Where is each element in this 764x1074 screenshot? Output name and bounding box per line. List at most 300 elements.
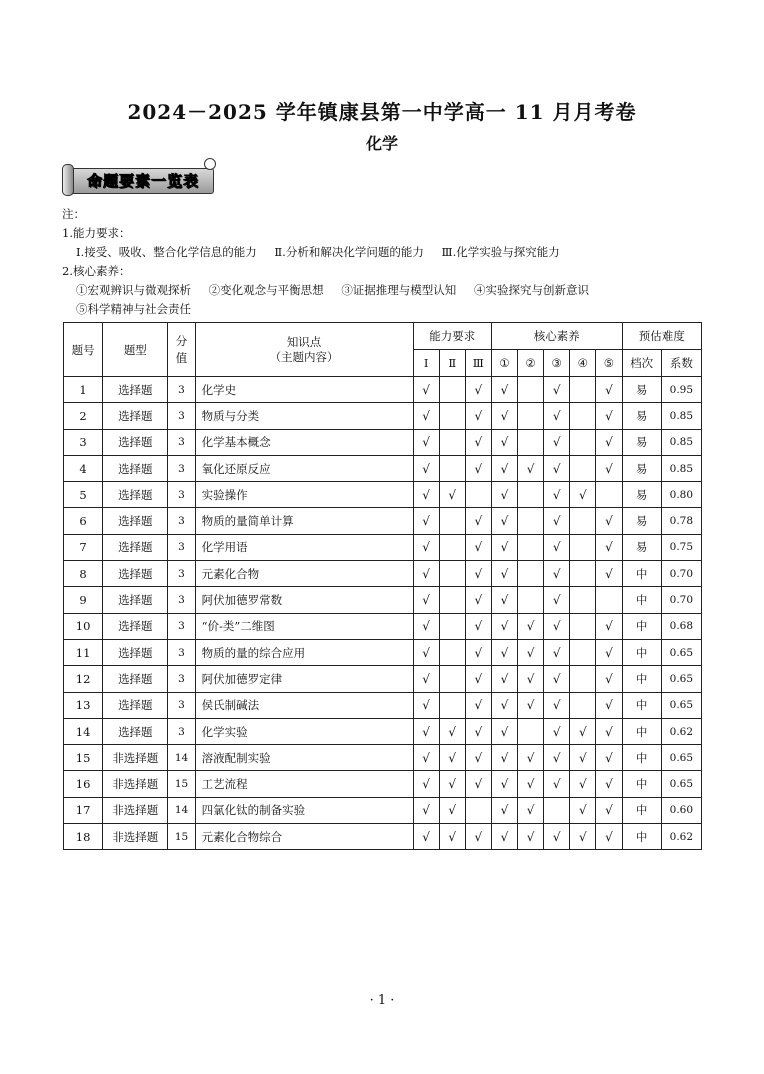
question-topic: 物质与分类 <box>195 403 413 429</box>
table-row <box>64 429 702 455</box>
table-row <box>64 613 702 639</box>
literacy-1-cell: √ <box>491 666 517 692</box>
difficulty-coefficient: 0.65 <box>661 666 701 692</box>
ability-1-cell: √ <box>413 429 439 455</box>
literacy-2-cell <box>518 718 544 744</box>
literacy-1-cell: √ <box>491 824 517 850</box>
question-number: 18 <box>64 824 103 850</box>
literacy-1-cell: √ <box>491 377 517 403</box>
table-body <box>64 377 702 850</box>
table-row <box>64 771 702 797</box>
ability-item: Ⅰ.接受、吸收、整合化学信息的能力 <box>76 245 257 259</box>
question-score: 3 <box>168 508 195 534</box>
question-topic: 元素化合物综合 <box>195 824 413 850</box>
question-topic: 阿伏加德罗定律 <box>195 666 413 692</box>
summary-banner <box>62 164 212 194</box>
difficulty-level: 中 <box>622 587 661 613</box>
literacy-5-cell: √ <box>596 455 622 481</box>
difficulty-coefficient: 0.75 <box>661 534 701 560</box>
literacy-5-cell: √ <box>596 824 622 850</box>
difficulty-level: 中 <box>622 797 661 823</box>
literacy-1-cell: √ <box>491 403 517 429</box>
literacy-2-cell: √ <box>518 745 544 771</box>
literacy-4-cell: √ <box>570 771 596 797</box>
literacy-5-cell: √ <box>596 377 622 403</box>
question-type: 选择题 <box>103 561 168 587</box>
question-topic: 化学用语 <box>195 534 413 560</box>
col-score <box>168 323 195 377</box>
table-row <box>64 692 702 718</box>
ability-1-cell: √ <box>413 534 439 560</box>
question-score: 3 <box>168 587 195 613</box>
col-literacy-3: ③ <box>544 350 570 377</box>
col-coef: 系数 <box>661 350 701 377</box>
difficulty-level: 易 <box>622 482 661 508</box>
literacy-2-cell: √ <box>518 666 544 692</box>
literacy-1-cell: √ <box>491 508 517 534</box>
question-score: 3 <box>168 639 195 665</box>
difficulty-level: 易 <box>622 429 661 455</box>
ability-1-cell: √ <box>413 718 439 744</box>
col-ability-2: Ⅱ <box>439 350 465 377</box>
literacy-5-cell: √ <box>596 534 622 560</box>
col-topic-sub: （主题内容） <box>269 349 339 364</box>
ability-1-cell: √ <box>413 824 439 850</box>
ability-item: Ⅲ.化学实验与探究能力 <box>441 245 560 259</box>
literacy-3-cell: √ <box>544 639 570 665</box>
literacy-1-cell: √ <box>491 692 517 718</box>
page-title: 2024－2025 学年镇康县第一中学高一 11 月月考卷 <box>127 100 637 124</box>
literacy-2-cell: √ <box>518 824 544 850</box>
ability-2-cell: √ <box>439 745 465 771</box>
table-row <box>64 824 702 850</box>
ability-1-cell: √ <box>413 455 439 481</box>
ability-1-cell: √ <box>413 666 439 692</box>
difficulty-coefficient: 0.65 <box>661 771 701 797</box>
table-row <box>64 561 702 587</box>
literacy-list-2 <box>62 300 722 319</box>
literacy-1-cell: √ <box>491 482 517 508</box>
ability-2-cell <box>439 587 465 613</box>
literacy-4-cell <box>570 666 596 692</box>
question-type: 选择题 <box>103 534 168 560</box>
ability-3-cell: √ <box>465 534 491 560</box>
difficulty-level: 中 <box>622 561 661 587</box>
difficulty-level: 易 <box>622 403 661 429</box>
table-row <box>64 797 702 823</box>
ability-3-cell: √ <box>465 824 491 850</box>
col-num: 题号 <box>64 323 103 377</box>
col-topic <box>195 323 413 377</box>
literacy-4-cell <box>570 455 596 481</box>
question-number: 5 <box>64 482 103 508</box>
literacy-2-cell <box>518 429 544 455</box>
literacy-5-cell: √ <box>596 771 622 797</box>
literacy-2-cell <box>518 403 544 429</box>
question-type: 选择题 <box>103 666 168 692</box>
question-score: 3 <box>168 718 195 744</box>
question-number: 7 <box>64 534 103 560</box>
question-score: 3 <box>168 455 195 481</box>
difficulty-coefficient: 0.78 <box>661 508 701 534</box>
question-score: 3 <box>168 613 195 639</box>
subject-title: 化学 <box>365 134 398 153</box>
ability-3-cell: √ <box>465 561 491 587</box>
ability-3-cell: √ <box>465 771 491 797</box>
difficulty-level: 中 <box>622 692 661 718</box>
ability-1-cell: √ <box>413 797 439 823</box>
literacy-1-cell: √ <box>491 771 517 797</box>
question-number: 12 <box>64 666 103 692</box>
literacy-1-cell: √ <box>491 587 517 613</box>
literacy-2-cell <box>518 377 544 403</box>
ability-1-cell: √ <box>413 403 439 429</box>
question-score: 3 <box>168 377 195 403</box>
question-topic: 四氯化钛的制备实验 <box>195 797 413 823</box>
ability-2-cell: √ <box>439 824 465 850</box>
question-score: 3 <box>168 666 195 692</box>
difficulty-coefficient: 0.65 <box>661 639 701 665</box>
difficulty-coefficient: 0.85 <box>661 429 701 455</box>
table-row <box>64 639 702 665</box>
ability-3-cell: √ <box>465 718 491 744</box>
difficulty-level: 中 <box>622 718 661 744</box>
difficulty-coefficient: 0.70 <box>661 561 701 587</box>
ability-3-cell: √ <box>465 639 491 665</box>
question-type: 选择题 <box>103 613 168 639</box>
literacy-item: ①宏观辨识与微观探析 <box>76 283 191 297</box>
question-type: 非选择题 <box>103 771 168 797</box>
difficulty-level: 易 <box>622 455 661 481</box>
ability-1-cell: √ <box>413 561 439 587</box>
question-type: 选择题 <box>103 377 168 403</box>
question-number: 16 <box>64 771 103 797</box>
literacy-3-cell: √ <box>544 718 570 744</box>
col-ability-3: Ⅲ <box>465 350 491 377</box>
ability-2-cell <box>439 666 465 692</box>
literacy-4-cell: √ <box>570 745 596 771</box>
banner-scroll-curl <box>204 158 216 170</box>
col-literacy-4: ④ <box>570 350 596 377</box>
literacy-1-cell: √ <box>491 455 517 481</box>
col-literacy-5: ⑤ <box>596 350 622 377</box>
literacy-5-cell: √ <box>596 429 622 455</box>
literacy-3-cell: √ <box>544 455 570 481</box>
question-score: 14 <box>168 745 195 771</box>
literacy-1-cell: √ <box>491 534 517 560</box>
literacy-2-cell <box>518 587 544 613</box>
table-row <box>64 482 702 508</box>
question-number: 6 <box>64 508 103 534</box>
ability-2-cell <box>439 692 465 718</box>
ability-2-cell <box>439 639 465 665</box>
literacy-2-cell: √ <box>518 771 544 797</box>
header-row-1 <box>64 323 702 350</box>
literacy-item: ②变化观念与平衡思想 <box>208 283 324 297</box>
ability-1-cell: √ <box>413 771 439 797</box>
literacy-2-cell <box>518 534 544 560</box>
literacy-3-cell: √ <box>544 377 570 403</box>
question-type: 非选择题 <box>103 797 168 823</box>
ability-2-cell: √ <box>439 797 465 823</box>
literacy-5-cell: √ <box>596 403 622 429</box>
question-type: 选择题 <box>103 403 168 429</box>
ability-item: Ⅱ.分析和解决化学问题的能力 <box>274 245 424 259</box>
col-ability: 能力要求 <box>413 323 491 350</box>
literacy-2-cell: √ <box>518 639 544 665</box>
ability-2-cell: √ <box>439 771 465 797</box>
notes-section <box>62 205 722 319</box>
difficulty-coefficient: 0.80 <box>661 482 701 508</box>
question-number: 2 <box>64 403 103 429</box>
question-type: 选择题 <box>103 508 168 534</box>
literacy-4-cell: √ <box>570 824 596 850</box>
col-literacy-2: ② <box>518 350 544 377</box>
question-topic: 物质的量简单计算 <box>195 508 413 534</box>
literacy-3-cell: √ <box>544 692 570 718</box>
difficulty-level: 易 <box>622 377 661 403</box>
literacy-3-cell: √ <box>544 534 570 560</box>
question-number: 15 <box>64 745 103 771</box>
question-score: 3 <box>168 429 195 455</box>
literacy-2-cell: √ <box>518 797 544 823</box>
question-type: 选择题 <box>103 587 168 613</box>
ability-3-cell: √ <box>465 666 491 692</box>
literacy-1-cell: √ <box>491 718 517 744</box>
ability-heading: 1.能力要求： <box>62 226 131 240</box>
difficulty-coefficient: 0.85 <box>661 455 701 481</box>
table-row <box>64 745 702 771</box>
literacy-5-cell: √ <box>596 561 622 587</box>
difficulty-level: 中 <box>622 639 661 665</box>
table-row <box>64 718 702 744</box>
literacy-list <box>62 281 722 300</box>
question-topic: 元素化合物 <box>195 561 413 587</box>
ability-3-cell <box>465 797 491 823</box>
ability-3-cell: √ <box>465 692 491 718</box>
ability-2-cell <box>439 613 465 639</box>
literacy-3-cell <box>544 797 570 823</box>
banner-label: 命题要素一览表 <box>86 172 199 190</box>
question-type: 选择题 <box>103 482 168 508</box>
question-topic: 化学实验 <box>195 718 413 744</box>
table-row <box>64 455 702 481</box>
ability-3-cell: √ <box>465 613 491 639</box>
ability-2-cell <box>439 455 465 481</box>
difficulty-level: 易 <box>622 508 661 534</box>
question-topic: 侯氏制碱法 <box>195 692 413 718</box>
difficulty-coefficient: 0.60 <box>661 797 701 823</box>
question-number: 13 <box>64 692 103 718</box>
literacy-5-cell: √ <box>596 613 622 639</box>
literacy-3-cell: √ <box>544 824 570 850</box>
table-row <box>64 666 702 692</box>
literacy-4-cell <box>570 613 596 639</box>
ability-2-cell <box>439 508 465 534</box>
literacy-5-cell: √ <box>596 639 622 665</box>
question-score: 15 <box>168 824 195 850</box>
ability-1-cell: √ <box>413 745 439 771</box>
difficulty-level: 中 <box>622 771 661 797</box>
literacy-item: ④实验探究与创新意识 <box>473 283 589 297</box>
ability-3-cell <box>465 482 491 508</box>
question-score: 3 <box>168 534 195 560</box>
literacy-4-cell <box>570 508 596 534</box>
question-score: 15 <box>168 771 195 797</box>
literacy-5-cell: √ <box>596 692 622 718</box>
question-type: 非选择题 <box>103 745 168 771</box>
literacy-3-cell: √ <box>544 561 570 587</box>
literacy-2-cell <box>518 508 544 534</box>
question-number: 1 <box>64 377 103 403</box>
question-topic: 化学史 <box>195 377 413 403</box>
table-row <box>64 377 702 403</box>
ability-1-cell: √ <box>413 692 439 718</box>
literacy-3-cell: √ <box>544 613 570 639</box>
difficulty-level: 中 <box>622 666 661 692</box>
ability-2-cell: √ <box>439 718 465 744</box>
question-topic: 溶液配制实验 <box>195 745 413 771</box>
difficulty-coefficient: 0.62 <box>661 718 701 744</box>
difficulty-coefficient: 0.85 <box>661 403 701 429</box>
table-row <box>64 587 702 613</box>
question-number: 8 <box>64 561 103 587</box>
literacy-4-cell <box>570 403 596 429</box>
literacy-4-cell <box>570 377 596 403</box>
question-type: 选择题 <box>103 639 168 665</box>
question-type: 非选择题 <box>103 824 168 850</box>
question-score: 3 <box>168 561 195 587</box>
literacy-4-cell: √ <box>570 482 596 508</box>
difficulty-level: 中 <box>622 745 661 771</box>
question-topic: 化学基本概念 <box>195 429 413 455</box>
ability-2-cell: √ <box>439 482 465 508</box>
table-row <box>64 534 702 560</box>
literacy-4-cell <box>570 534 596 560</box>
literacy-3-cell: √ <box>544 429 570 455</box>
question-number: 10 <box>64 613 103 639</box>
literacy-5-cell: √ <box>596 797 622 823</box>
literacy-3-cell: √ <box>544 403 570 429</box>
literacy-4-cell <box>570 429 596 455</box>
literacy-4-cell <box>570 587 596 613</box>
table-row <box>64 508 702 534</box>
question-number: 3 <box>64 429 103 455</box>
literacy-3-cell: √ <box>544 745 570 771</box>
difficulty-coefficient: 0.62 <box>661 824 701 850</box>
literacy-2-cell: √ <box>518 613 544 639</box>
literacy-4-cell <box>570 561 596 587</box>
literacy-1-cell: √ <box>491 797 517 823</box>
col-score-label: 分值 <box>175 333 188 365</box>
literacy-3-cell: √ <box>544 482 570 508</box>
difficulty-coefficient: 0.65 <box>661 692 701 718</box>
question-score: 3 <box>168 482 195 508</box>
col-level: 档次 <box>622 350 661 377</box>
question-type: 选择题 <box>103 692 168 718</box>
ability-1-cell: √ <box>413 613 439 639</box>
col-ability-1: Ⅰ <box>413 350 439 377</box>
literacy-4-cell: √ <box>570 797 596 823</box>
ability-1-cell: √ <box>413 639 439 665</box>
question-number: 4 <box>64 455 103 481</box>
literacy-1-cell: √ <box>491 639 517 665</box>
difficulty-level: 中 <box>622 613 661 639</box>
question-number: 9 <box>64 587 103 613</box>
ability-2-cell <box>439 561 465 587</box>
literacy-1-cell: √ <box>491 429 517 455</box>
literacy-5-cell: √ <box>596 745 622 771</box>
literacy-5-cell: √ <box>596 508 622 534</box>
literacy-3-cell: √ <box>544 587 570 613</box>
literacy-4-cell <box>570 639 596 665</box>
col-type: 题型 <box>103 323 168 377</box>
question-topic: 氧化还原反应 <box>195 455 413 481</box>
ability-3-cell: √ <box>465 587 491 613</box>
col-literacy: 核心素养 <box>491 323 622 350</box>
literacy-2-cell <box>518 561 544 587</box>
question-topic: “价-类”二维图 <box>195 613 413 639</box>
literacy-3-cell: √ <box>544 666 570 692</box>
question-topic: 阿伏加德罗常数 <box>195 587 413 613</box>
ability-3-cell: √ <box>465 377 491 403</box>
col-topic-label: 知识点 <box>286 334 322 349</box>
difficulty-coefficient: 0.65 <box>661 745 701 771</box>
literacy-1-cell: √ <box>491 561 517 587</box>
question-score: 14 <box>168 797 195 823</box>
literacy-2-cell <box>518 482 544 508</box>
elements-table <box>63 322 702 850</box>
literacy-1-cell: √ <box>491 745 517 771</box>
question-number: 11 <box>64 639 103 665</box>
question-number: 17 <box>64 797 103 823</box>
ability-2-cell <box>439 377 465 403</box>
literacy-5-cell: √ <box>596 718 622 744</box>
ability-2-cell <box>439 403 465 429</box>
ability-3-cell: √ <box>465 745 491 771</box>
literacy-3-cell: √ <box>544 508 570 534</box>
difficulty-level: 中 <box>622 824 661 850</box>
table-row <box>64 403 702 429</box>
ability-1-cell: √ <box>413 377 439 403</box>
difficulty-coefficient: 0.95 <box>661 377 701 403</box>
question-type: 选择题 <box>103 429 168 455</box>
col-literacy-1: ① <box>491 350 517 377</box>
page-number: · 1 · <box>369 993 395 1008</box>
literacy-2-cell: √ <box>518 455 544 481</box>
ability-3-cell: √ <box>465 403 491 429</box>
literacy-5-cell <box>596 587 622 613</box>
literacy-4-cell: √ <box>570 718 596 744</box>
difficulty-coefficient: 0.70 <box>661 587 701 613</box>
ability-3-cell: √ <box>465 508 491 534</box>
ability-2-cell <box>439 429 465 455</box>
question-type: 选择题 <box>103 455 168 481</box>
ability-3-cell: √ <box>465 455 491 481</box>
question-number: 14 <box>64 718 103 744</box>
ability-1-cell: √ <box>413 482 439 508</box>
col-difficulty: 预估难度 <box>622 323 701 350</box>
question-score: 3 <box>168 403 195 429</box>
literacy-1-cell: √ <box>491 613 517 639</box>
literacy-5-cell <box>596 482 622 508</box>
question-topic: 工艺流程 <box>195 771 413 797</box>
question-topic: 实验操作 <box>195 482 413 508</box>
question-type: 选择题 <box>103 718 168 744</box>
question-score: 3 <box>168 692 195 718</box>
difficulty-level: 易 <box>622 534 661 560</box>
literacy-item: ③证据推理与模型认知 <box>341 283 457 297</box>
